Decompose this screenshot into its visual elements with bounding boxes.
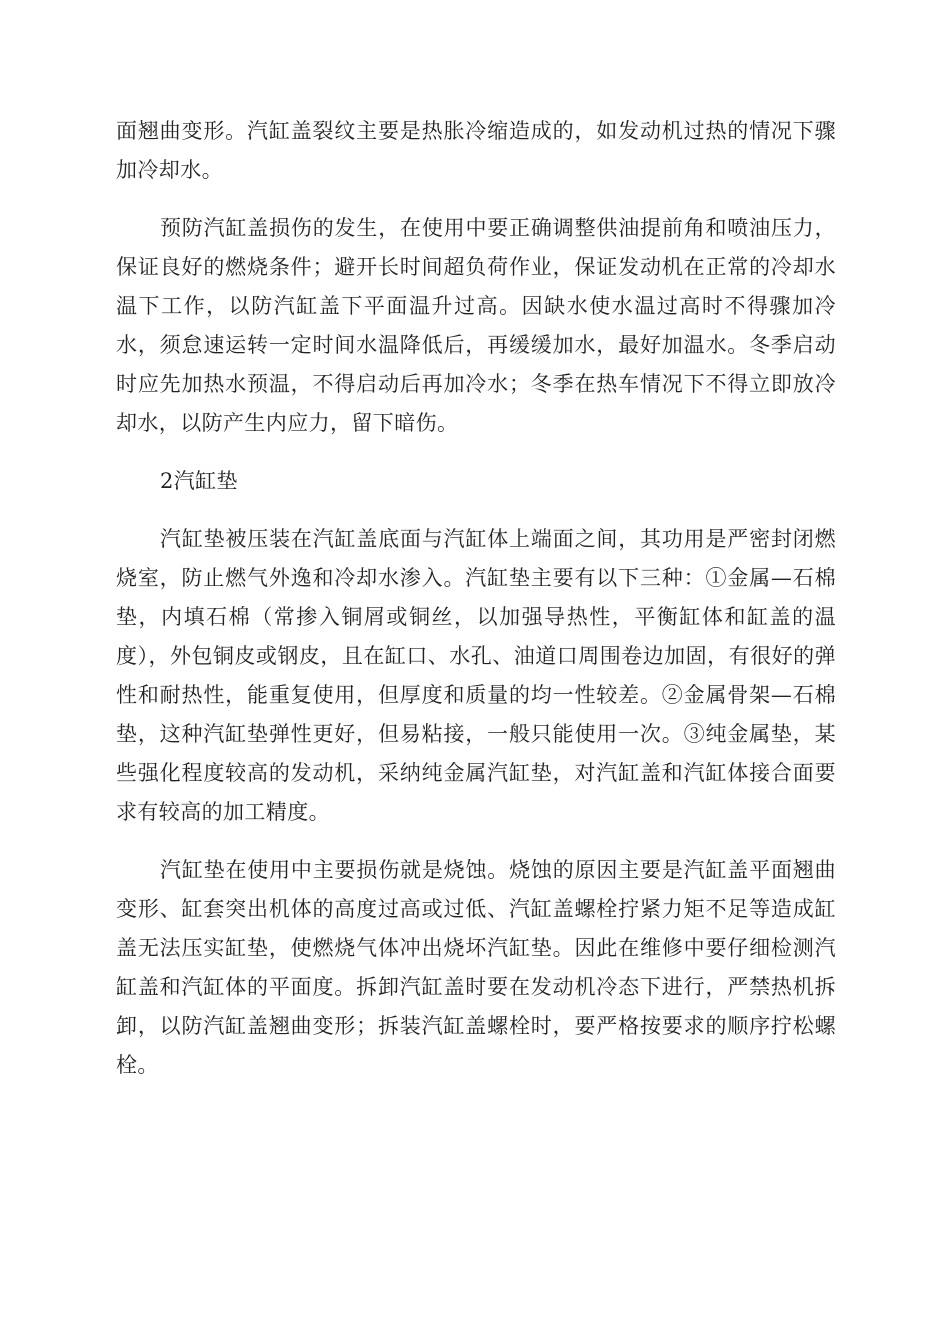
paragraph-continuation: 面翘曲变形。汽缸盖裂纹主要是热胀冷缩造成的，如发动机过热的情况下骤加冷却水。 [116, 119, 836, 182]
paragraph-prevention: 预防汽缸盖损伤的发生，在使用中要正确调整供油提前角和喷油压力，保证良好的燃烧条件；避开长时间超负荷作业，保证发动机在正常的冷却水温下工作，以防汽缸盖下平面温升过高。因缺水使水温过高时不得骤加冷水，须怠速运转一定时间水温降低后，再缓缓加水，最好加温水。冬季启动时应先加热水预温，不得启动后再加冷水；冬季在热车情况下不得立即放冷却水，以防产生内应力，留下暗伤。 [116, 216, 836, 435]
paragraph-gasket-types: 汽缸垫被压装在汽缸盖底面与汽缸体上端面之间，其功用是严密封闭燃烧室，防止燃气外逸和冷却水渗入。汽缸垫主要有以下三种：①金属—石棉垫，内填石棉（常掺入铜屑或铜丝，以加强导热性，平衡缸体和缸盖的温度），外包铜皮或钢皮，且在缸口、水孔、油道口周围卷边加固，有很好的弹性和耐热性，能重复使用，但厚度和质量的均一性较差。②金属骨架—石棉垫，这种汽缸垫弹性更好，但易粘接，一般只能使用一次。③纯金属垫，某些强化程度较高的发动机，采纳纯金属汽缸垫，对汽缸盖和汽缸体接合面要求有较高的加工精度。 [116, 527, 836, 824]
paragraph-gasket-damage: 汽缸垫在使用中主要损伤就是烧蚀。烧蚀的原因主要是汽缸盖平面翘曲变形、缸套突出机体的高度过高或过低、汽缸盖螺栓拧紧力矩不足等造成缸盖无法压实缸垫，使燃烧气体冲出烧坏汽缸垫。因此在维修中要仔细检测汽缸盖和汽缸体的平面度。拆卸汽缸盖时要在发动机冷态下进行，严禁热机拆卸，以防汽缸盖翘曲变形；拆装汽缸盖螺栓时，要严格按要求的顺序拧松螺栓。 [116, 858, 836, 1077]
section-heading-cylinder-gasket: 2汽缸垫 [160, 469, 238, 493]
document-page [116, 112, 836, 1085]
